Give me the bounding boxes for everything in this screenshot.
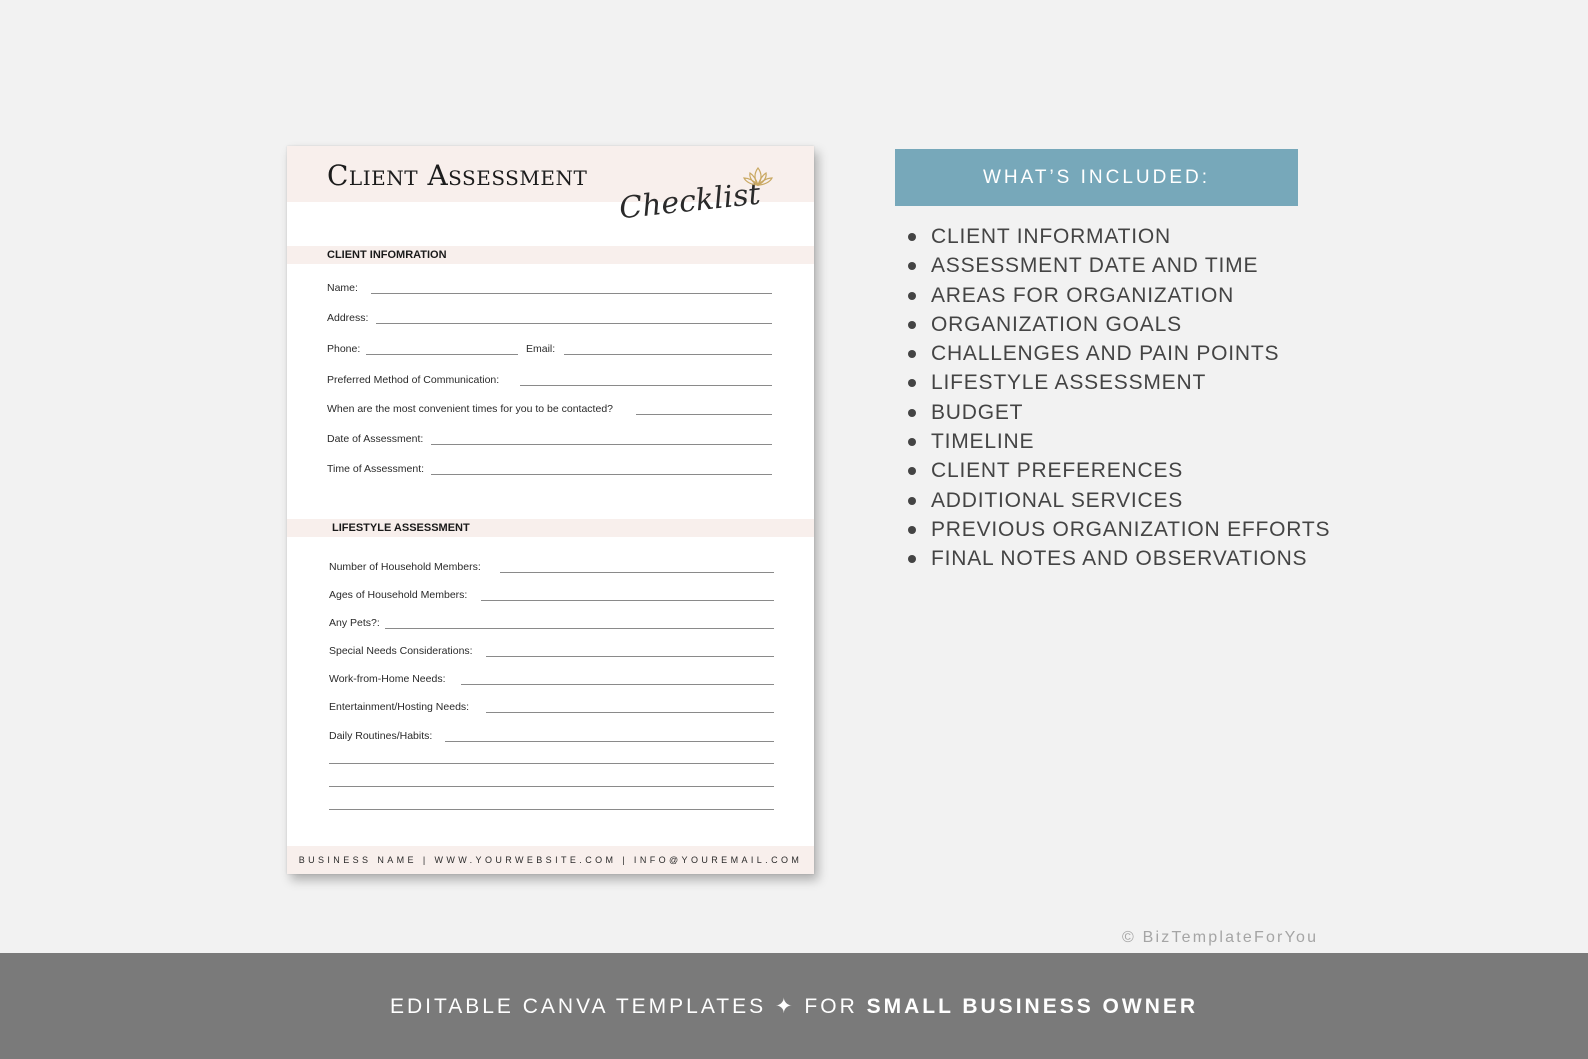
list-item [905,310,1330,339]
banner-text-regular: EDITABLE CANVA TEMPLATES ✦ FOR [389,994,867,1018]
address-label: Address: [327,312,369,324]
list-item-label: CHALLENGES AND PAIN POINTS [931,342,1280,366]
bullet-icon [908,438,916,446]
special-needs-field[interactable] [486,656,774,657]
household-members-field[interactable] [500,572,774,573]
list-item-label: PREVIOUS ORGANIZATION EFFORTS [931,517,1331,541]
bullet-icon [908,555,916,563]
lotus-icon [743,166,773,188]
copyright-watermark: © BizTemplateForYou [1122,929,1319,946]
phone-label: Phone: [327,343,361,355]
notes-line[interactable] [329,763,774,764]
work-from-home-field[interactable] [461,684,774,685]
whats-included-title: WHAT’S INCLUDED: [982,166,1211,188]
bullet-icon [908,321,916,329]
bullet-icon [908,526,916,534]
list-item-label: ORGANIZATION GOALS [931,312,1182,336]
bullet-icon [908,467,916,475]
banner-text [390,994,1198,1019]
daily-routines-field[interactable] [445,741,774,742]
bullet-icon [908,233,916,241]
email-field[interactable] [564,354,772,355]
whats-included-header [895,149,1298,206]
bottom-banner [0,953,1588,1059]
bullet-icon [908,350,916,358]
date-of-assessment-field[interactable] [431,444,772,445]
entertainment-field[interactable] [486,712,774,713]
name-label: Name: [327,282,358,294]
email-label: Email: [526,343,556,355]
preferred-communication-label: Preferred Method of Communication: [327,374,500,386]
household-ages-label: Ages of Household Members: [329,589,468,601]
household-ages-field[interactable] [481,600,774,601]
list-item [905,368,1330,397]
bullet-icon [908,497,916,505]
list-item [905,339,1330,368]
list-item [905,456,1330,485]
document-preview [287,146,814,874]
list-item-label: CLIENT INFORMATION [931,225,1171,248]
entertainment-label: Entertainment/Hosting Needs: [329,701,470,713]
bullet-icon [908,409,916,417]
list-item [905,222,1330,251]
list-item [905,398,1330,427]
lifestyle-assessment-band [287,519,814,537]
banner-text-bold: SMALL BUSINESS OWNER [866,994,1199,1018]
pets-label: Any Pets?: [329,617,380,629]
list-item-label: BUDGET [931,400,1024,424]
address-field[interactable] [376,323,772,324]
special-needs-label: Special Needs Considerations: [329,645,473,657]
pets-field[interactable] [385,628,774,629]
document-title: Client Assessment [327,159,588,192]
list-item [905,281,1330,310]
daily-routines-label: Daily Routines/Habits: [329,730,433,742]
lifestyle-assessment-heading: LIFESTYLE ASSESSMENT [332,522,470,534]
contact-times-field[interactable] [636,414,772,415]
list-item-label: AREAS FOR ORGANIZATION [931,283,1235,307]
list-item-label: LIFESTYLE ASSESSMENT [931,371,1207,395]
work-from-home-label: Work-from-Home Needs: [329,673,446,685]
name-field[interactable] [371,293,772,294]
notes-line[interactable] [329,786,774,787]
document-footer-text: BUSINESS NAME | WWW.YOURWEBSITE.COM | INFO@YOUREMAIL.COM [298,855,803,865]
list-item [905,486,1330,515]
client-information-heading: CLIENT INFOMRATION [327,249,447,261]
date-of-assessment-label: Date of Assessment: [327,433,424,445]
time-of-assessment-field[interactable] [431,474,772,475]
list-item-label: CLIENT PREFERENCES [931,459,1184,483]
document-script-title: Checklist [617,176,763,227]
notes-line[interactable] [329,809,774,810]
bullet-icon [908,262,916,270]
list-item [905,515,1330,544]
bullet-icon [908,379,916,387]
document-footer [287,846,814,874]
phone-field[interactable] [366,354,518,355]
list-item-label: ADDITIONAL SERVICES [931,488,1184,512]
list-item [905,251,1330,280]
bullet-icon [908,292,916,300]
list-item [905,427,1330,456]
included-list [905,222,1330,574]
list-item-label: FINAL NOTES AND OBSERVATIONS [931,547,1308,571]
list-item-label: TIMELINE [931,430,1035,454]
list-item-label: ASSESSMENT DATE AND TIME [931,254,1259,278]
preferred-communication-field[interactable] [520,385,772,386]
client-information-band [287,246,814,264]
time-of-assessment-label: Time of Assessment: [327,463,425,475]
household-members-label: Number of Household Members: [329,561,481,573]
contact-times-label: When are the most convenient times for you to be contacted? [327,403,613,415]
list-item [905,544,1330,573]
